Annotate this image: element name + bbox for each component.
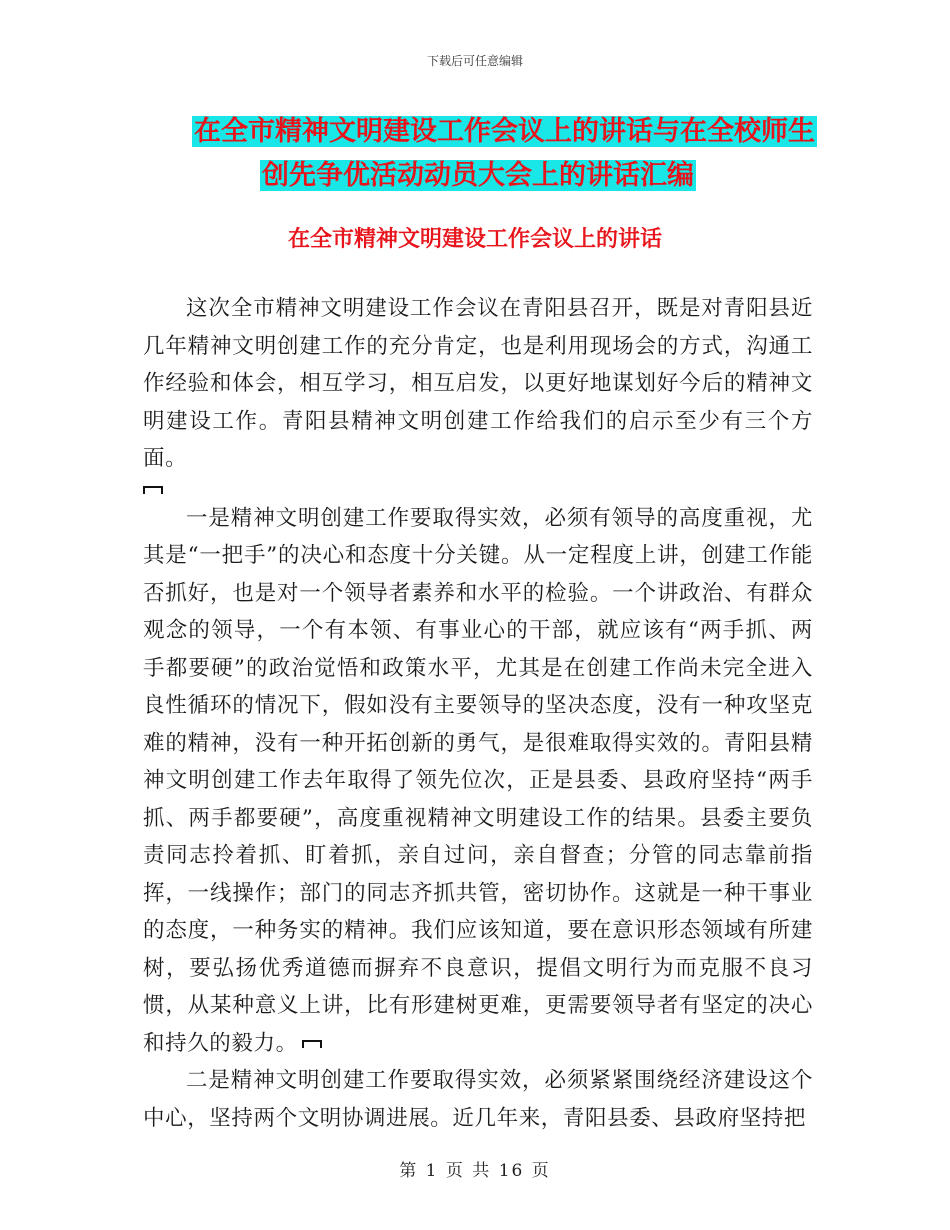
paragraph-3: 二是精神文明创建工作要取得实效，必须紧紧围绕经济建设这个中心，坚持两个文明协调进展。近几年来，青阳县委、县政府坚持把 — [143, 1068, 813, 1131]
paragraph-mark-icon — [302, 1040, 322, 1048]
paragraph-mark-icon — [143, 486, 163, 494]
title-line-2: 创先争优活动动员大会上的讲话汇编 — [262, 160, 694, 191]
body-text — [143, 290, 813, 1137]
section-title: 在全市精神文明建设工作会议上的讲话 — [287, 227, 662, 252]
paragraph-2 — [143, 500, 813, 1063]
title-line-1: 在全市精神文明建设工作会议上的讲话与在全校师生 — [194, 116, 815, 147]
page-footer: 第 1 页 共 16 页 — [399, 1161, 551, 1181]
header-note: 下载后可任意编辑 — [426, 54, 523, 68]
paragraph-2-text: 一是精神文明创建工作要取得实效，必须有领导的高度重视，尤其是“一把手”的决心和态度十分关键。从一定程度上讲，创建工作能否抓好，也是对一个领导者素养和水平的检验。一个讲政治、有群众观念的领导，一个有本领、有事业心的干部，就应该有“两手抓、两手都要硬”的政治觉悟和政策水平，尤其是在创建工作尚未完全进入良性循环的情况下，假如没有主要领导的坚决态度，没有一种攻坚克难的精神，没有一种开拓创新的勇气，是很难取得实效的。青阳县精神文明创建工作去年取得了领先位次，正是县委、县政府坚持“两手抓、两手都要硬”，高度重视精神文明建设工作的结果。县委主要负责同志拎着抓、盯着抓，亲自过问，亲自督查；分管的同志靠前指挥，一线操作；部门的同志齐抓共管，密切协作。这就是一种干事业的态度，一种务实的精神。我们应该知道，要在意识形态领域有所建树，要弘扬优秀道德而摒弃不良意识，提倡文明行为而克服不良习惯，从某种意义上讲，比有形建树更难，更需要领导者有坚定的决心和持久的毅力。 — [143, 505, 813, 1056]
document-title — [140, 110, 820, 198]
paragraph-1: 这次全市精神文明建设工作会议在青阳县召开，既是对青阳县近几年精神文明创建工作的充分肯定，也是利用现场会的方式，沟通工作经验和体会，相互学习，相互启发，以更好地谋划好今后的精神文明建设工作。青阳县精神文明创建工作给我们的启示至少有三个方面。 — [143, 296, 813, 471]
